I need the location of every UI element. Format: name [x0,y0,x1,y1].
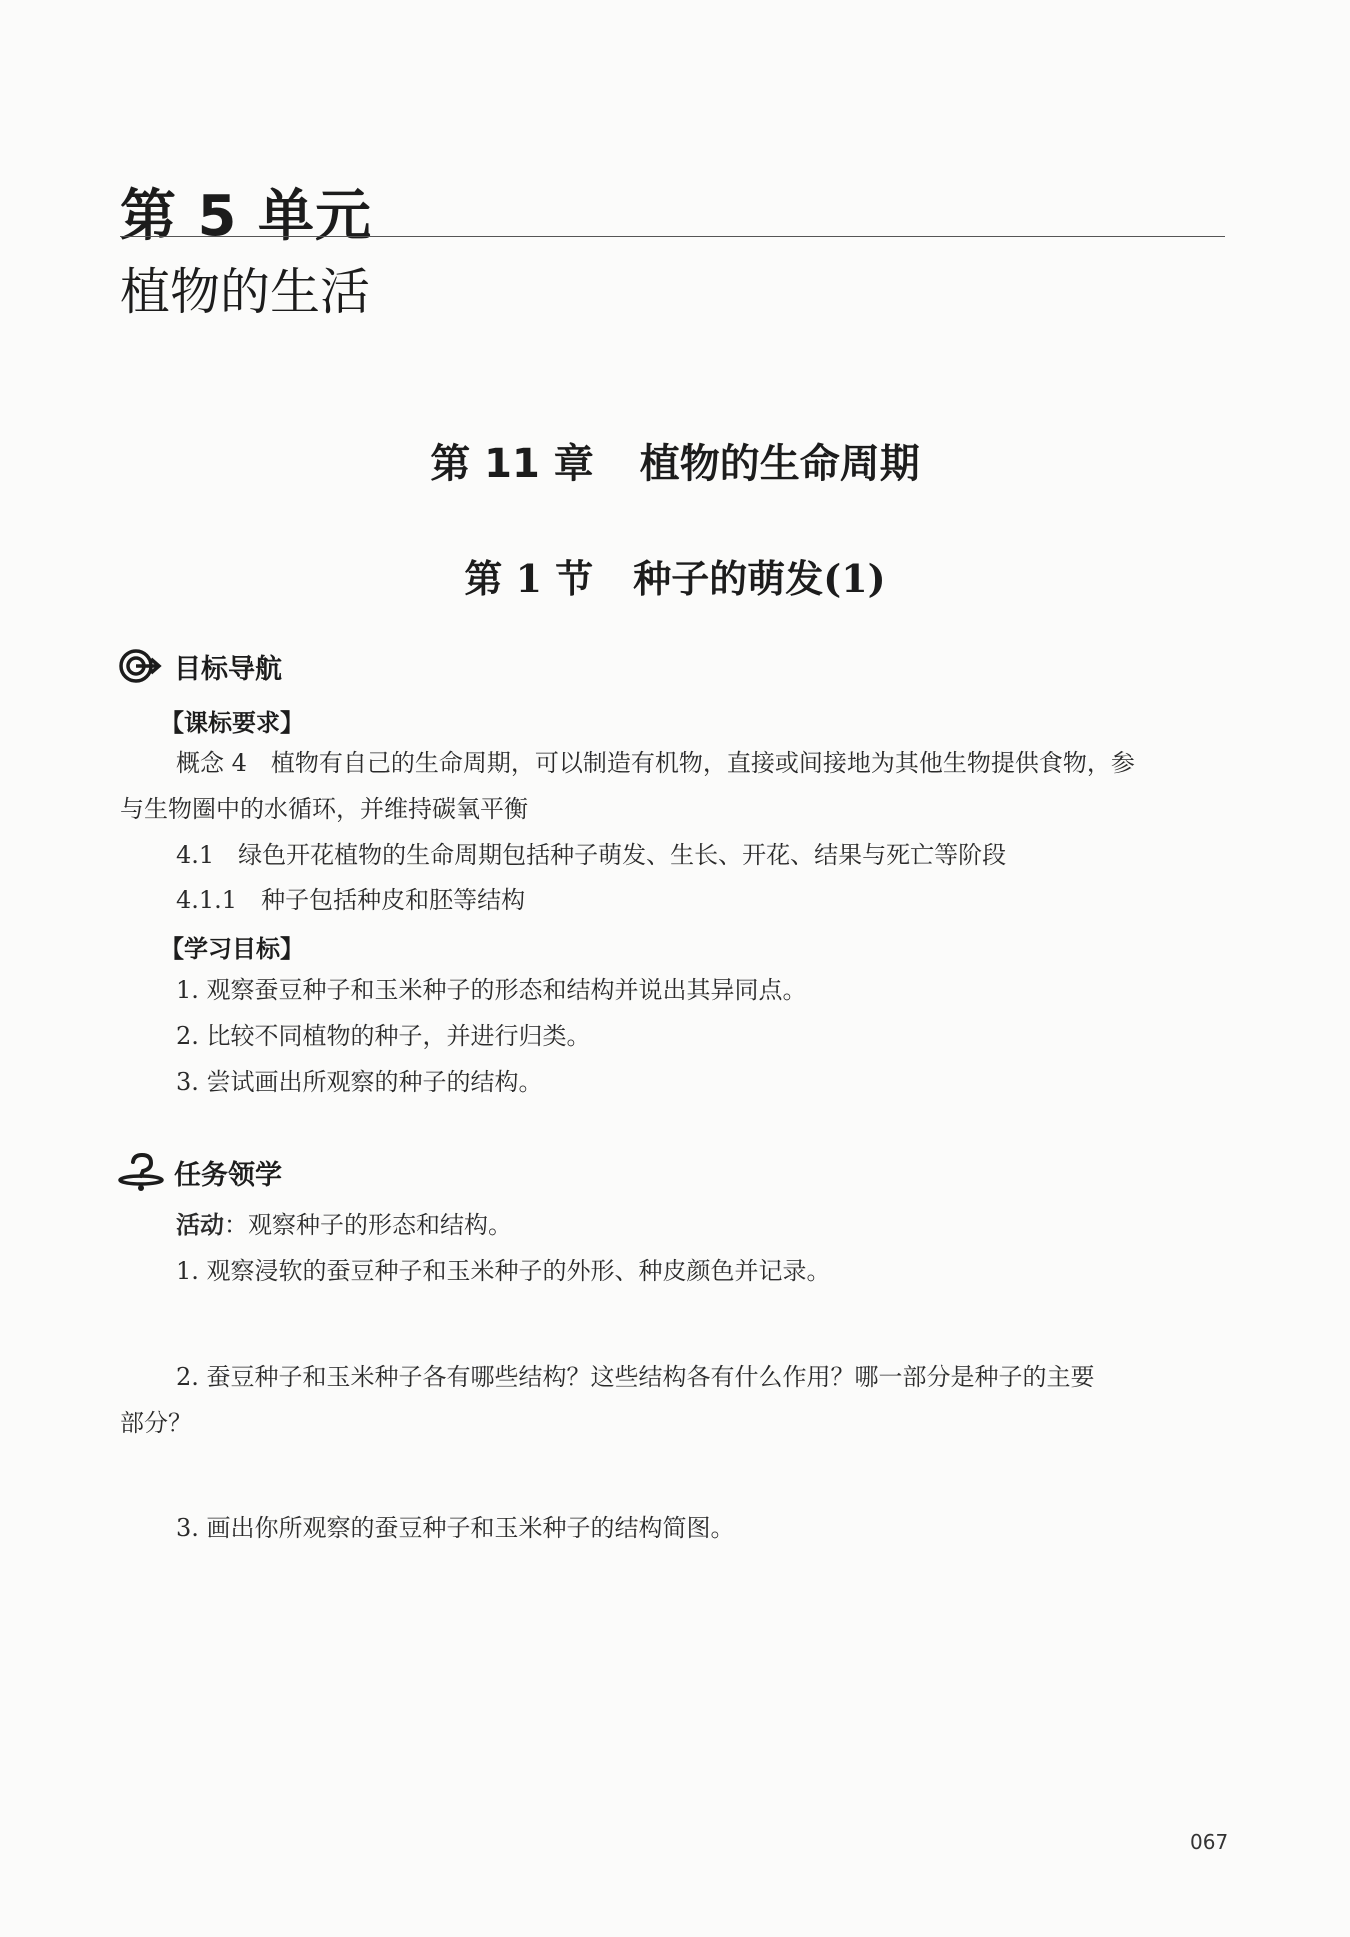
tasks-heading [118,1152,282,1192]
activity-label: 活动 [176,1211,224,1239]
question-2-line-1: 2. 蚕豆种子和玉米种子各有哪些结构？这些结构各有什么作用？哪一部分是种子的主要 [176,1363,1095,1391]
item-4-1-1: 4.1.1 种子包括种皮和胚等结构 [176,886,526,914]
concept-line-1: 概念 4 植物有自己的生命周期，可以制造有机物，直接或间接地为其他生物提供食物，参 [176,749,1135,777]
chapter-name: 植物的生命周期 [639,441,920,487]
activity-line [176,1210,512,1240]
unit-divider [120,236,1225,237]
chapter-number: 第 11 章 [430,441,594,487]
section-number: 第 1 节 [464,556,594,601]
unit-title: 第 5 单元 [120,184,372,249]
unit-subtitle: 植物的生活 [120,263,370,321]
goals-heading-label: 目标导航 [174,653,282,685]
activity-text: ：观察种子的形态和结构。 [224,1211,512,1239]
goals-heading [118,646,282,686]
question-1: 1. 观察浸软的蚕豆种子和玉米种子的外形、种皮颜色并记录。 [176,1257,831,1285]
curriculum-label: 【课标要求】 [160,709,304,737]
objective-item: 1. 观察蚕豆种子和玉米种子的形态和结构并说出其异同点。 [176,976,807,1004]
section-name: 种子的萌发(1) [633,556,886,601]
question-3: 3. 画出你所观察的蚕豆种子和玉米种子的结构简图。 [176,1514,735,1542]
target-arrow-icon [118,646,164,686]
objective-item: 3. 尝试画出所观察的种子的结构。 [176,1068,543,1096]
question-mark-icon [118,1152,164,1192]
section-title [0,548,1350,603]
question-2-line-2: 部分？ [120,1409,192,1437]
objective-item: 2. 比较不同植物的种子，并进行归类。 [176,1022,591,1050]
item-4-1: 4.1 绿色开花植物的生命周期包括种子萌发、生长、开花、结果与死亡等阶段 [176,841,1007,869]
page-number: 067 [1190,1830,1229,1854]
chapter-title [0,432,1350,489]
concept-line-2: 与生物圈中的水循环，并维持碳氧平衡 [120,795,528,823]
tasks-heading-label: 任务领学 [174,1159,282,1191]
learning-label: 【学习目标】 [160,935,304,963]
